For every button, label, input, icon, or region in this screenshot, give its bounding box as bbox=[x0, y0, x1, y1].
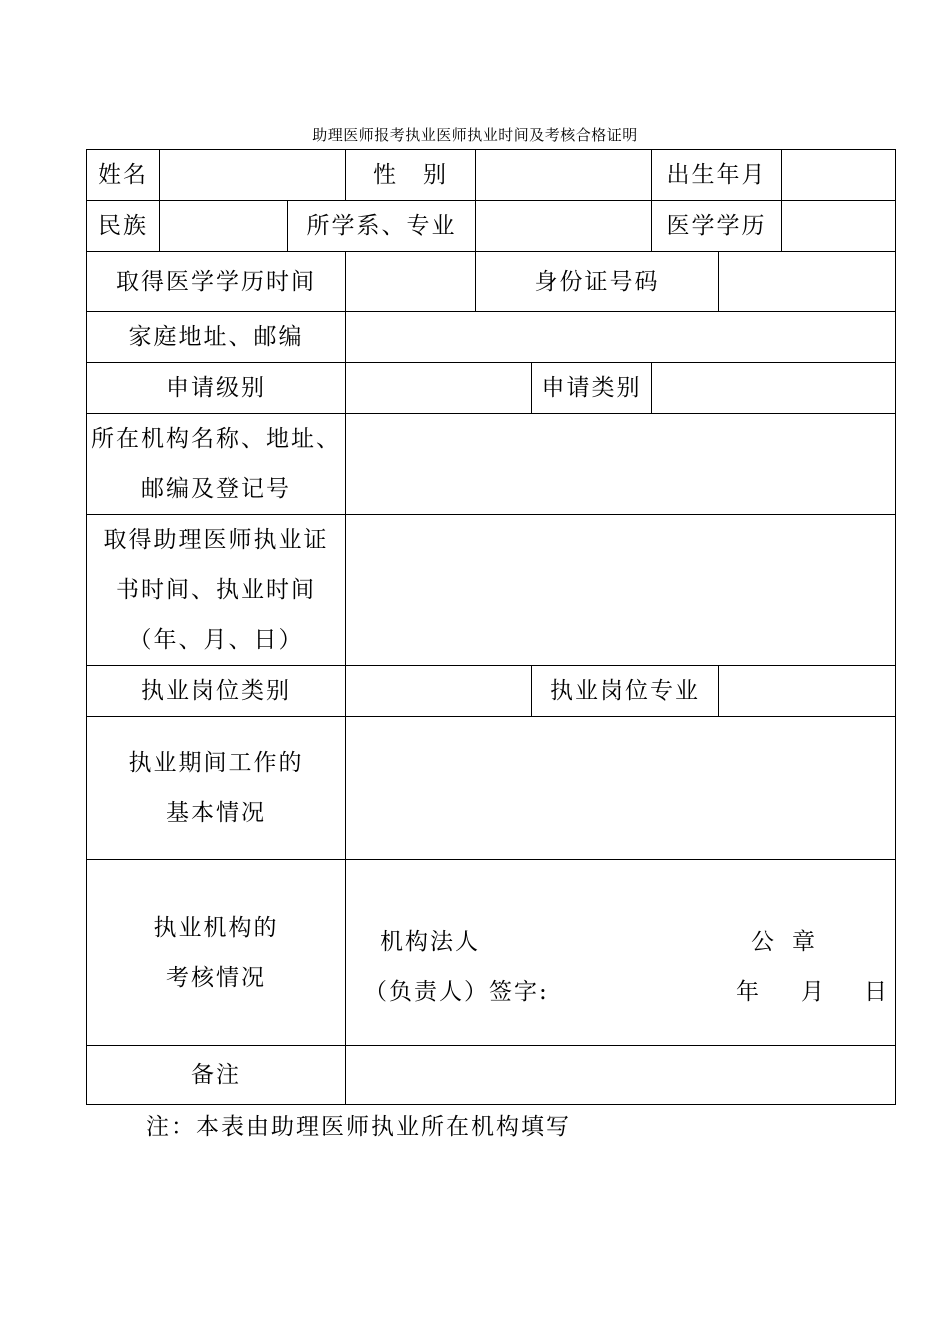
row-address bbox=[87, 312, 896, 363]
row-certificate bbox=[87, 515, 896, 666]
org-label-line2: 邮编及登记号 bbox=[141, 476, 291, 502]
post-type-field[interactable] bbox=[346, 666, 532, 717]
education-label: 医学学历 bbox=[652, 201, 782, 252]
apply-level-label: 申请级别 bbox=[87, 363, 346, 414]
name-field[interactable] bbox=[160, 150, 346, 201]
department-label: 所学系、专业 bbox=[288, 201, 476, 252]
date-year-label: 年 bbox=[736, 979, 761, 1005]
birth-field[interactable] bbox=[782, 150, 896, 201]
row-assessment bbox=[87, 860, 896, 1046]
birth-label: 出生年月 bbox=[652, 150, 782, 201]
cert-field[interactable] bbox=[346, 515, 896, 666]
org-label bbox=[87, 414, 346, 515]
id-field[interactable] bbox=[719, 252, 896, 312]
row-personal-1 bbox=[87, 150, 896, 201]
org-label-line1: 所在机构名称、地址、 bbox=[91, 426, 341, 452]
apply-level-field[interactable] bbox=[346, 363, 532, 414]
work-label bbox=[87, 717, 346, 860]
assess-label-line1: 执业机构的 bbox=[153, 914, 279, 941]
row-apply bbox=[87, 363, 896, 414]
cert-label-line1: 取得助理医师执业证 bbox=[103, 527, 329, 553]
footnote: 注：本表由助理医师执业所在机构填写 bbox=[146, 1114, 571, 1140]
education-time-field[interactable] bbox=[346, 252, 476, 312]
gender-field[interactable] bbox=[476, 150, 652, 201]
apply-type-label: 申请类别 bbox=[532, 363, 652, 414]
row-education-time bbox=[87, 252, 896, 312]
legal-person-label: 机构法人 bbox=[380, 929, 480, 955]
work-field[interactable] bbox=[346, 717, 896, 860]
work-label-line2: 基本情况 bbox=[166, 800, 266, 826]
row-personal-2 bbox=[87, 201, 896, 252]
assess-label bbox=[87, 860, 346, 1046]
remark-label: 备注 bbox=[87, 1046, 346, 1105]
seal-label: 公章 bbox=[751, 929, 833, 955]
ethnicity-label: 民族 bbox=[87, 201, 160, 252]
date-month-label: 月 bbox=[801, 979, 826, 1005]
assess-label-line2: 考核情况 bbox=[166, 964, 266, 991]
cert-label-line2: 书时间、执业时间 bbox=[116, 577, 316, 603]
certificate-form-table bbox=[86, 149, 896, 1105]
name-label: 姓名 bbox=[87, 150, 160, 201]
education-field[interactable] bbox=[782, 201, 896, 252]
address-field[interactable] bbox=[346, 312, 896, 363]
assess-field[interactable] bbox=[346, 860, 896, 1046]
cert-label bbox=[87, 515, 346, 666]
signature-label: （负责人）签字: bbox=[364, 979, 549, 1005]
education-time-label: 取得医学学历时间 bbox=[87, 252, 346, 312]
row-work bbox=[87, 717, 896, 860]
org-field[interactable] bbox=[346, 414, 896, 515]
row-organization bbox=[87, 414, 896, 515]
gender-label: 性 别 bbox=[346, 150, 476, 201]
id-label: 身份证号码 bbox=[476, 252, 719, 312]
date-day-label: 日 bbox=[864, 979, 889, 1005]
cert-label-line3: （年、月、日） bbox=[128, 627, 304, 653]
row-remark bbox=[87, 1046, 896, 1105]
ethnicity-field[interactable] bbox=[160, 201, 288, 252]
address-label: 家庭地址、邮编 bbox=[87, 312, 346, 363]
form-title: 助理医师报考执业医师执业时间及考核合格证明 bbox=[312, 126, 638, 144]
remark-field[interactable] bbox=[346, 1046, 896, 1105]
post-type-label: 执业岗位类别 bbox=[87, 666, 346, 717]
work-label-line1: 执业期间工作的 bbox=[128, 750, 304, 776]
post-major-label: 执业岗位专业 bbox=[532, 666, 719, 717]
department-field[interactable] bbox=[476, 201, 652, 252]
post-major-field[interactable] bbox=[719, 666, 896, 717]
row-post bbox=[87, 666, 896, 717]
apply-type-field[interactable] bbox=[652, 363, 896, 414]
